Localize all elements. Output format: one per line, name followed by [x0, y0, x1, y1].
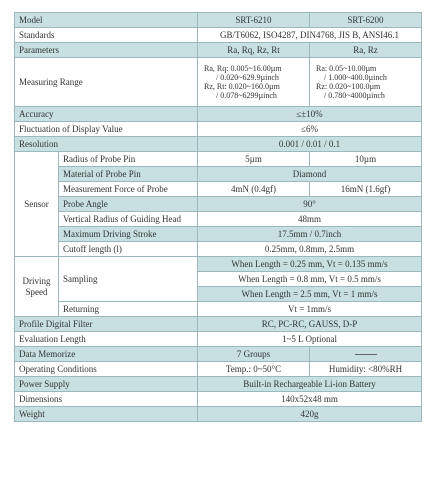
dimensions-label: Dimensions [15, 392, 198, 407]
weight-value: 420g [198, 407, 422, 422]
range-a-line: / 0.020~629.9µinch [216, 73, 279, 82]
fluctuation-label: Fluctuation of Display Value [15, 122, 198, 137]
force-b: 16mN (1.6gf) [310, 182, 422, 197]
stroke-value: 17.5mm / 0.7inch [198, 227, 422, 242]
range-b-line: / 1.000~400.0µinch [324, 73, 387, 82]
resolution-label: Resolution [15, 137, 198, 152]
parameters-a: Ra, Rq, Rz, Rt [198, 43, 310, 58]
model-label: Model [15, 13, 198, 28]
sampling-label: Sampling [59, 257, 198, 302]
power-value: Built-in Rechargeable Li-ion Battery [198, 377, 422, 392]
memorize-row [15, 347, 422, 362]
standards-row [15, 28, 422, 43]
sensor-force-row [15, 182, 422, 197]
sampling-value: When Length = 0.25 mm, Vt = 0.135 mm/s [198, 257, 422, 272]
memorize-a: 7 Groups [198, 347, 310, 362]
spec-table [14, 12, 422, 422]
sampling-value: When Length = 0.8 mm, Vt = 0.5 mm/s [198, 272, 422, 287]
sensor-radius-row [15, 152, 422, 167]
measuring-range-row [15, 58, 422, 107]
range-a-line: Rz, Rt: 0.020~160.0µm [204, 82, 280, 91]
conditions-b: Humidity: <80%RH [310, 362, 422, 377]
fluctuation-row [15, 122, 422, 137]
filter-row [15, 317, 422, 332]
returning-label: Returning [59, 302, 198, 317]
sensor-cutoff-row [15, 242, 422, 257]
standards-value: GB/T6062, ISO4287, DIN4768, JIS B, ANSI46.1 [198, 28, 422, 43]
weight-label: Weight [15, 407, 198, 422]
angle-value: 90° [198, 197, 422, 212]
force-label: Measurement Force of Probe [59, 182, 198, 197]
measuring-range-a [198, 58, 310, 107]
radius-b: 10µm [310, 152, 422, 167]
accuracy-row [15, 107, 422, 122]
power-row [15, 377, 422, 392]
angle-label: Probe Angle [59, 197, 198, 212]
radius-label: Radius of Probe Pin [59, 152, 198, 167]
cutoff-value: 0.25mm, 0.8mm, 2.5mm [198, 242, 422, 257]
sensor-stroke-row [15, 227, 422, 242]
material-label: Material of Probe Pin [59, 167, 198, 182]
power-label: Power Supply [15, 377, 198, 392]
model-a: SRT-6210 [198, 13, 310, 28]
filter-value: RC, PC-RC, GAUSS, D-P [198, 317, 422, 332]
range-b-line: / 0.780~4000µinch [324, 91, 385, 100]
driving-label-line: Speed [25, 286, 48, 297]
measuring-range-label: Measuring Range [15, 58, 198, 107]
memorize-label: Data Memorize [15, 347, 198, 362]
conditions-a: Temp.: 0~50°C [198, 362, 310, 377]
standards-label: Standards [15, 28, 198, 43]
cutoff-label: Cutoff length (l) [59, 242, 198, 257]
sensor-group-label: Sensor [15, 152, 59, 257]
sensor-angle-row [15, 197, 422, 212]
resolution-row [15, 137, 422, 152]
conditions-row [15, 362, 422, 377]
sampling-value: When Length = 2.5 mm, Vt = 1 mm/s [198, 287, 422, 302]
vradius-label: Vertical Radius of Guiding Head [59, 212, 198, 227]
driving-label-line: Driving [22, 275, 51, 286]
range-b-line: Ra: 0.05~10.00µm [316, 64, 377, 73]
model-row [15, 13, 422, 28]
accuracy-value: ≤±10% [198, 107, 422, 122]
parameters-row [15, 43, 422, 58]
sensor-vradius-row [15, 212, 422, 227]
weight-row [15, 407, 422, 422]
returning-value: Vt = 1mm/s [198, 302, 422, 317]
returning-row [15, 302, 422, 317]
force-a: 4mN (0.4gf) [198, 182, 310, 197]
material-value: Diamond [198, 167, 422, 182]
eval-value: 1~5 L Optional [198, 332, 422, 347]
eval-label: Evaluation Length [15, 332, 198, 347]
conditions-label: Operating Conditions [15, 362, 198, 377]
resolution-value: 0.001 / 0.01 / 0.1 [198, 137, 422, 152]
filter-label: Profile Digital Filter [15, 317, 198, 332]
vradius-value: 48mm [198, 212, 422, 227]
model-b: SRT-6200 [310, 13, 422, 28]
dimensions-value: 140x52x48 mm [198, 392, 422, 407]
measuring-range-b [310, 58, 422, 107]
accuracy-label: Accuracy [15, 107, 198, 122]
fluctuation-value: ≤6% [198, 122, 422, 137]
radius-a: 5µm [198, 152, 310, 167]
stroke-label: Maximum Driving Stroke [59, 227, 198, 242]
dash-mark [355, 354, 377, 355]
parameters-b: Ra, Rz [310, 43, 422, 58]
sensor-material-row [15, 167, 422, 182]
range-a-line: Ra, Rq: 0.005~16.00µm [204, 64, 282, 73]
range-b-line: Rz: 0.020~100.0µm [316, 82, 381, 91]
range-a-line: / 0.078~6299µinch [216, 91, 277, 100]
parameters-label: Parameters [15, 43, 198, 58]
driving-speed-label [15, 257, 59, 317]
eval-row [15, 332, 422, 347]
dimensions-row [15, 392, 422, 407]
sampling-row-1 [15, 257, 422, 272]
memorize-b [310, 347, 422, 362]
